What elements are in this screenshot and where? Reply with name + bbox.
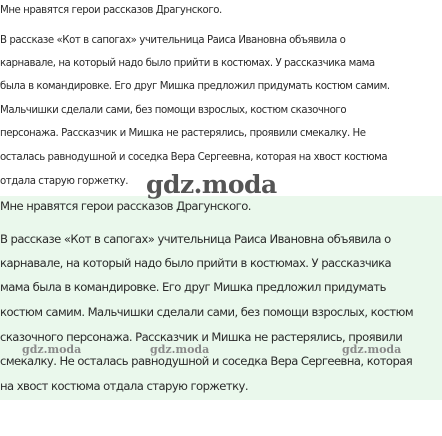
text-line: Мальчишки сделали сами, без помощи взрослых, костюм сказочного xyxy=(0,105,347,116)
watermark: gdz.moda xyxy=(146,170,277,199)
text-line: карнавале, на который надо было прийти в костюмах. У рассказчика xyxy=(0,256,392,270)
watermark: gdz.moda xyxy=(150,343,210,356)
text-line: В рассказе «Кот в сапогах» учительница Раиса Ивановна объявила о xyxy=(0,35,346,46)
text-line: смекалку. Не осталась равнодушной и соседка Вера Сергеевна, которая xyxy=(0,354,413,368)
text-line: мама была в командировке. Его друг Мишка предложил придумать xyxy=(0,280,386,294)
text-line: В рассказе «Кот в сапогах» учительница Раиса Ивановна объявила о xyxy=(0,232,391,246)
text-line: отдала старую горжетку. xyxy=(0,176,129,187)
text-line: персонажа. Рассказчик и Мишка не растерялись, проявили смекалку. Не xyxy=(0,128,366,139)
watermark: gdz.moda xyxy=(22,343,82,356)
text-line: костюм самим. Мальчишки сделали сами, без помощи взрослых, костюм xyxy=(0,305,414,319)
watermark: gdz.moda xyxy=(342,343,402,356)
text-line: сказочного персонажа. Рассказчик и Мишка не растерялись, проявили xyxy=(0,330,403,344)
text-line: на хвост костюма отдала старую горжетку. xyxy=(0,379,248,393)
first-answer-block xyxy=(0,0,442,196)
text-line: Мне нравятся герои рассказов Драгунского. xyxy=(0,5,222,16)
text-line: была в командировке. Его друг Мишка предложил придумать костюм самим. xyxy=(0,81,390,92)
text-line: карнавале, на который надо было прийти в костюмах. У рассказчика мама xyxy=(0,58,375,69)
text-line: осталась равнодушной и соседка Вера Сергеевна, которая на хвост костюма xyxy=(0,152,388,163)
second-answer-block xyxy=(0,196,442,400)
text-line: Мне нравятся герои рассказов Драгунского. xyxy=(0,199,251,213)
